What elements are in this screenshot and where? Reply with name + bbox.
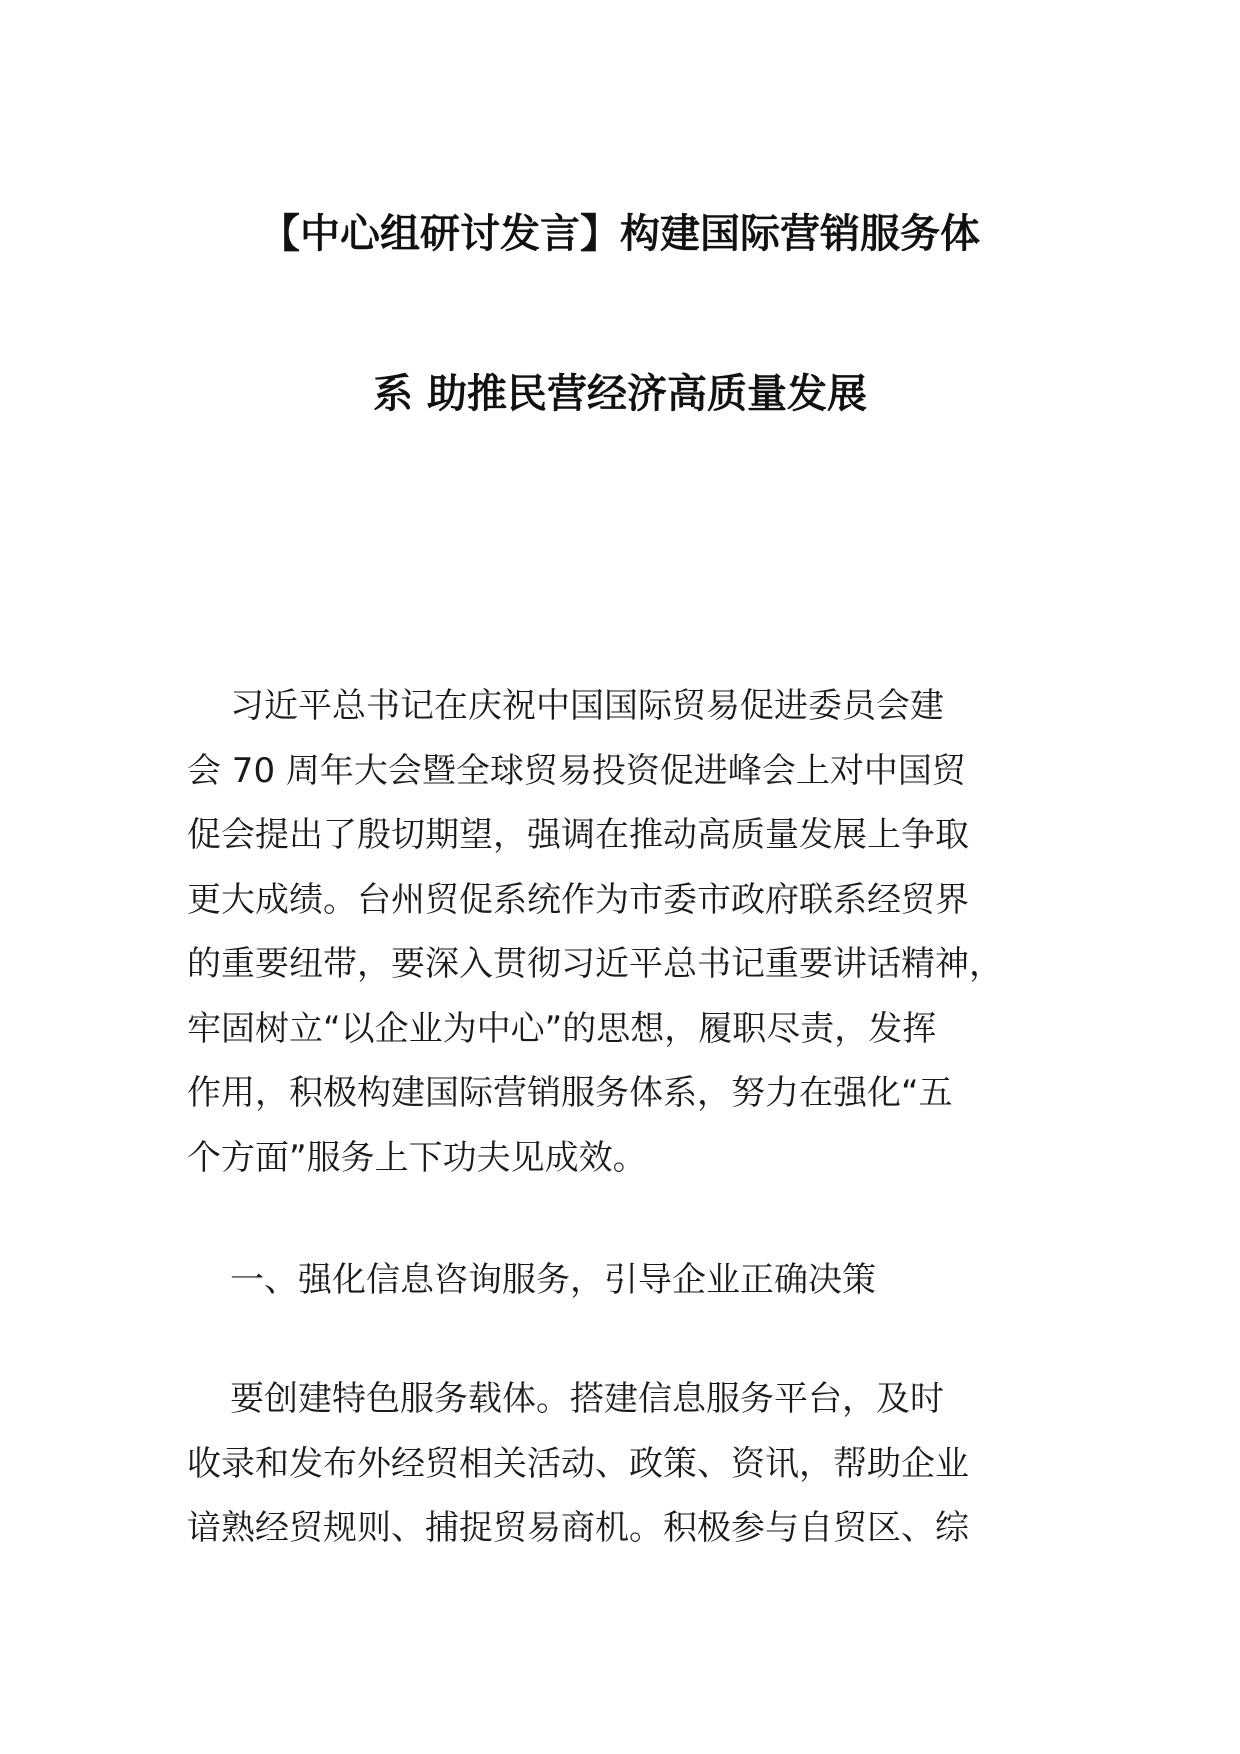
paragraph-1-line: 更大成绩。台州贸促系统作为市委市政府联系经贸界 — [187, 879, 969, 920]
document-title-line-2: 系 助推民营经济高质量发展 — [373, 371, 867, 417]
paragraph-1 — [187, 674, 1087, 1190]
paragraph-1-line: 习近平总书记在庆祝中国国际贸易促进委员会建 — [230, 686, 944, 726]
paragraph-2-line: 收录和发布外经贸相关活动、政策、资讯，帮助企业 — [187, 1443, 969, 1484]
paragraph-1-line: 促会提出了殷切期望，强调在推动高质量发展上争取 — [187, 815, 969, 855]
paragraph-1-line: 作用，积极构建国际营销服务体系，努力在强化“五 — [187, 1073, 953, 1113]
paragraph-2-line: 要创建特色服务载体。搭建信息服务平台，及时 — [230, 1379, 944, 1419]
paragraph-1-line: 会 70 周年大会暨全球贸易投资促进峰会上对中国贸 — [187, 750, 966, 791]
paragraph-2 — [187, 1367, 1087, 1561]
document-title-line-1: 【中心组研讨发言】构建国际营销服务体 — [260, 211, 980, 257]
paragraph-1-line: 的重要纽带，要深入贯彻习近平总书记重要讲话精神， — [187, 944, 1003, 984]
paragraph-1-line: 个方面”服务上下功夫见成效。 — [187, 1137, 647, 1178]
section-1-heading: 一、强化信息咨询服务，引导企业正确决策 — [230, 1260, 876, 1300]
paragraph-1-line: 牢固树立“以企业为中心”的思想，履职尽责，发挥 — [187, 1008, 937, 1049]
paragraph-2-line: 谙熟经贸规则、捕捉贸易商机。积极参与自贸区、综 — [187, 1508, 969, 1548]
